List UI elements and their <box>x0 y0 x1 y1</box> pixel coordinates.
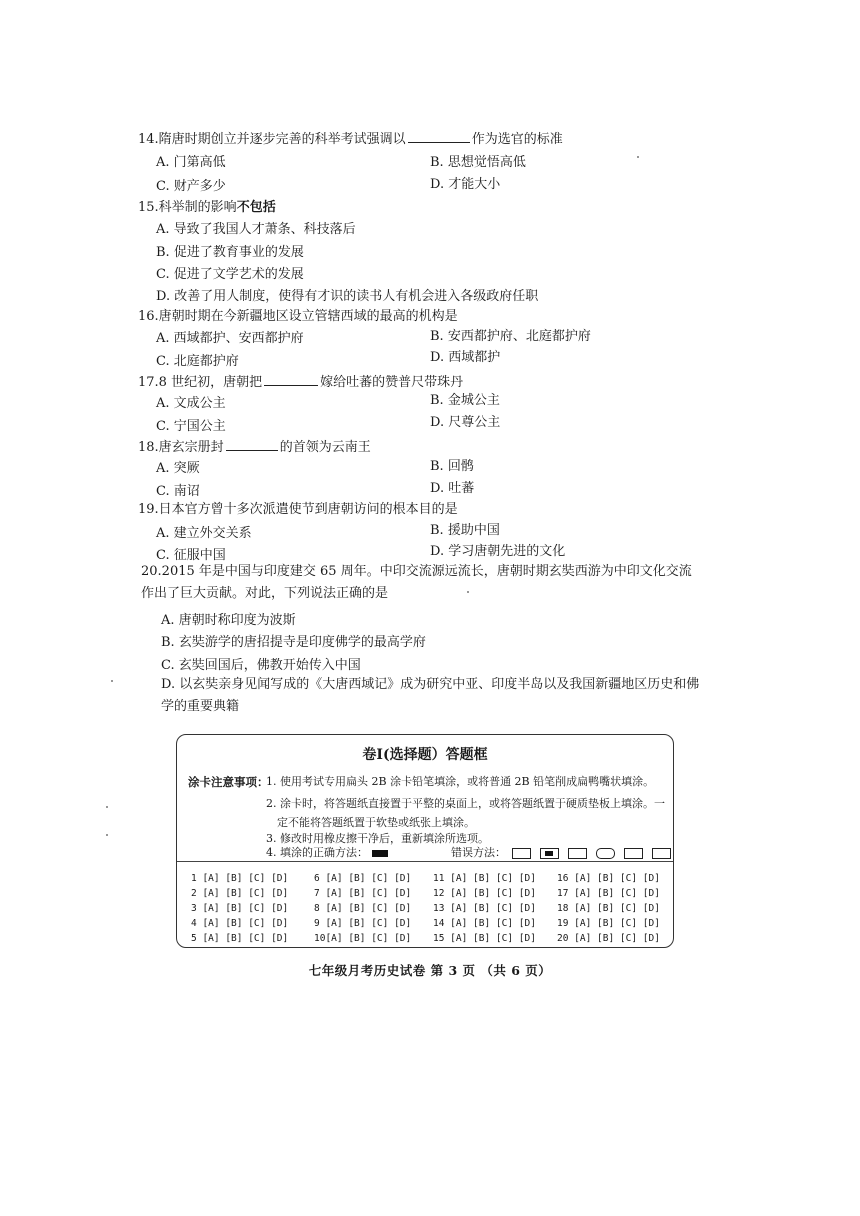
scan-speck <box>111 680 113 682</box>
option: C. 北庭都护府 <box>156 354 239 369</box>
scan-speck <box>637 156 639 158</box>
fill-method-row <box>266 846 680 860</box>
option: A. 西域都护、安西都护府 <box>156 331 304 346</box>
option: C. 玄奘回国后，佛教开始传入中国 <box>161 658 361 673</box>
box-divider <box>177 861 673 862</box>
option: D. 才能大小 <box>430 177 501 192</box>
bubble-row: 13 [A] [B] [C] [D] <box>433 903 536 914</box>
bubble-row: 15 [A] [B] [C] [D] <box>433 933 536 944</box>
note-item: 定不能将答题纸置于软垫或纸张上填涂。 <box>277 816 475 829</box>
question-19-stem: 19.日本官方曾十多次派遣使节到唐朝访问的根本目的是 <box>138 502 458 517</box>
correct-method-label: 4. 填涂的正确方法： <box>266 846 368 859</box>
answer-sheet-box <box>176 734 674 948</box>
bubble-row: 10[A] [B] [C] [D] <box>314 933 412 944</box>
bubble-row: 20 [A] [B] [C] [D] <box>557 933 660 944</box>
question-17-text-a: 17.8 世纪初，唐朝把 <box>138 375 263 390</box>
bubble-column <box>557 871 660 946</box>
bubble-row: 7 [A] [B] [C] [D] <box>314 888 412 899</box>
option: C. 宁国公主 <box>156 419 226 434</box>
option: D. 学习唐朝先进的文化 <box>430 544 566 559</box>
bubble-row: 14 [A] [B] [C] [D] <box>433 918 536 929</box>
bubble-row: 17 [A] [B] [C] [D] <box>557 888 660 899</box>
option: D. 吐蕃 <box>430 481 475 496</box>
oval-mark-icon <box>596 848 615 859</box>
question-14-text-a: 14.隋唐时期创立并逐步完善的科举考试强调以 <box>138 132 406 147</box>
correct-mark-icon <box>372 850 388 857</box>
page-footer: 七年级月考历史试卷 第 3 页 （共 6 页） <box>308 963 552 978</box>
option: A. 突厥 <box>156 461 200 476</box>
cross-mark-icon <box>568 848 587 859</box>
note-item: 1. 使用考试专用扁头 2B 涂卡铅笔填涂，或将普通 2B 铅笔削成扁鸭嘴状填涂。 <box>266 775 655 788</box>
bubble-row: 12 [A] [B] [C] [D] <box>433 888 536 899</box>
option: B. 回鹘 <box>430 459 474 474</box>
question-20-stem: 20.2015 年是中国与印度建交 65 周年。中印交流源远流长，唐朝时期玄奘西游为中印文化交流作出了巨大贡献。对此，下列说法正确的是 <box>141 564 692 601</box>
question-17-stem <box>138 373 463 391</box>
bubble-row: 3 [A] [B] [C] [D] <box>191 903 289 914</box>
scan-speck <box>467 591 469 593</box>
question-15-text: 15.科举制的影响 <box>138 200 237 215</box>
option: C. 征服中国 <box>156 548 226 563</box>
bubble-row: 5 [A] [B] [C] [D] <box>191 933 289 944</box>
option: A. 门第高低 <box>156 155 226 170</box>
bubble-column <box>433 871 536 946</box>
option: B. 玄奘游学的唐招提寺是印度佛学的最高学府 <box>161 635 426 650</box>
option: D. 改善了用人制度，使得有才识的读书人有机会进入各级政府任职 <box>156 289 539 304</box>
bubble-row: 2 [A] [B] [C] [D] <box>191 888 289 899</box>
option: C. 南诏 <box>156 484 200 499</box>
option: C. 促进了文学艺术的发展 <box>156 267 304 282</box>
notes-label: 涂卡注意事项： <box>188 775 269 789</box>
option: B. 安西都护府、北庭都护府 <box>430 329 591 344</box>
note-item: 2. 涂卡时，将答题纸直接置于平整的桌面上，或将答题纸置于硬质垫板上填涂。一 <box>266 797 665 810</box>
option: B. 金城公主 <box>430 393 500 408</box>
scan-speck <box>106 806 108 808</box>
option: A. 导致了我国人才萧条、科技落后 <box>156 222 356 237</box>
scan-speck <box>106 834 108 836</box>
slash-mark-icon <box>652 848 671 859</box>
question-14-text-b: 作为选官的标准 <box>471 132 563 147</box>
option: D. 尺尊公主 <box>430 415 501 430</box>
question-16-stem: 16.唐朝时期在今新疆地区设立管辖西域的最高的机构是 <box>138 309 458 324</box>
option: D. 以玄奘亲身见闻写成的《大唐西域记》成为研究中亚、印度半岛以及我国新疆地区历史和佛学的重要典籍 <box>161 677 700 714</box>
answer-blank <box>264 373 318 386</box>
answer-blank <box>408 130 470 143</box>
bubble-row: 18 [A] [B] [C] [D] <box>557 903 660 914</box>
option: B. 促进了教育事业的发展 <box>156 245 304 260</box>
option: B. 思想觉悟高低 <box>430 155 526 170</box>
bubble-row: 4 [A] [B] [C] [D] <box>191 918 289 929</box>
partial-fill-icon <box>540 848 559 859</box>
question-18-stem <box>138 438 371 456</box>
question-14-stem <box>138 130 563 148</box>
option: A. 唐朝时称印度为波斯 <box>161 613 296 628</box>
bubble-row: 16 [A] [B] [C] [D] <box>557 873 660 884</box>
question-18-text-a: 18.唐玄宗册封 <box>138 440 224 455</box>
option: B. 援助中国 <box>430 523 500 538</box>
question-17-text-b: 嫁给吐蕃的赞普尺带珠丹 <box>320 375 464 390</box>
bubble-row: 9 [A] [B] [C] [D] <box>314 918 412 929</box>
bubble-row: 1 [A] [B] [C] [D] <box>191 873 289 884</box>
option: C. 财产多少 <box>156 179 226 194</box>
option: A. 建立外交关系 <box>156 526 252 541</box>
bubble-row: 19 [A] [B] [C] [D] <box>557 918 660 929</box>
bubble-row: 11 [A] [B] [C] [D] <box>433 873 536 884</box>
option: D. 西域都护 <box>430 350 501 365</box>
bracket-mark-icon <box>624 848 643 859</box>
question-18-text-b: 的首领为云南王 <box>279 440 371 455</box>
answer-blank <box>226 438 278 451</box>
wrong-marks <box>512 846 680 860</box>
question-15-stem <box>138 200 276 216</box>
answer-box-title: 卷Ⅰ(选择题）答题框 <box>362 747 488 763</box>
option: A. 文成公主 <box>156 396 226 411</box>
bubble-row: 8 [A] [B] [C] [D] <box>314 903 412 914</box>
note-item: 3. 修改时用橡皮擦干净后，重新填涂所选项。 <box>266 832 489 845</box>
check-mark-icon <box>512 848 531 859</box>
bubble-row: 6 [A] [B] [C] [D] <box>314 873 412 884</box>
wrong-method-label: 错误方法： <box>451 846 506 859</box>
bubble-column <box>191 871 288 946</box>
question-15-emphasis: 不包括 <box>236 200 276 215</box>
bubble-column <box>314 871 411 946</box>
